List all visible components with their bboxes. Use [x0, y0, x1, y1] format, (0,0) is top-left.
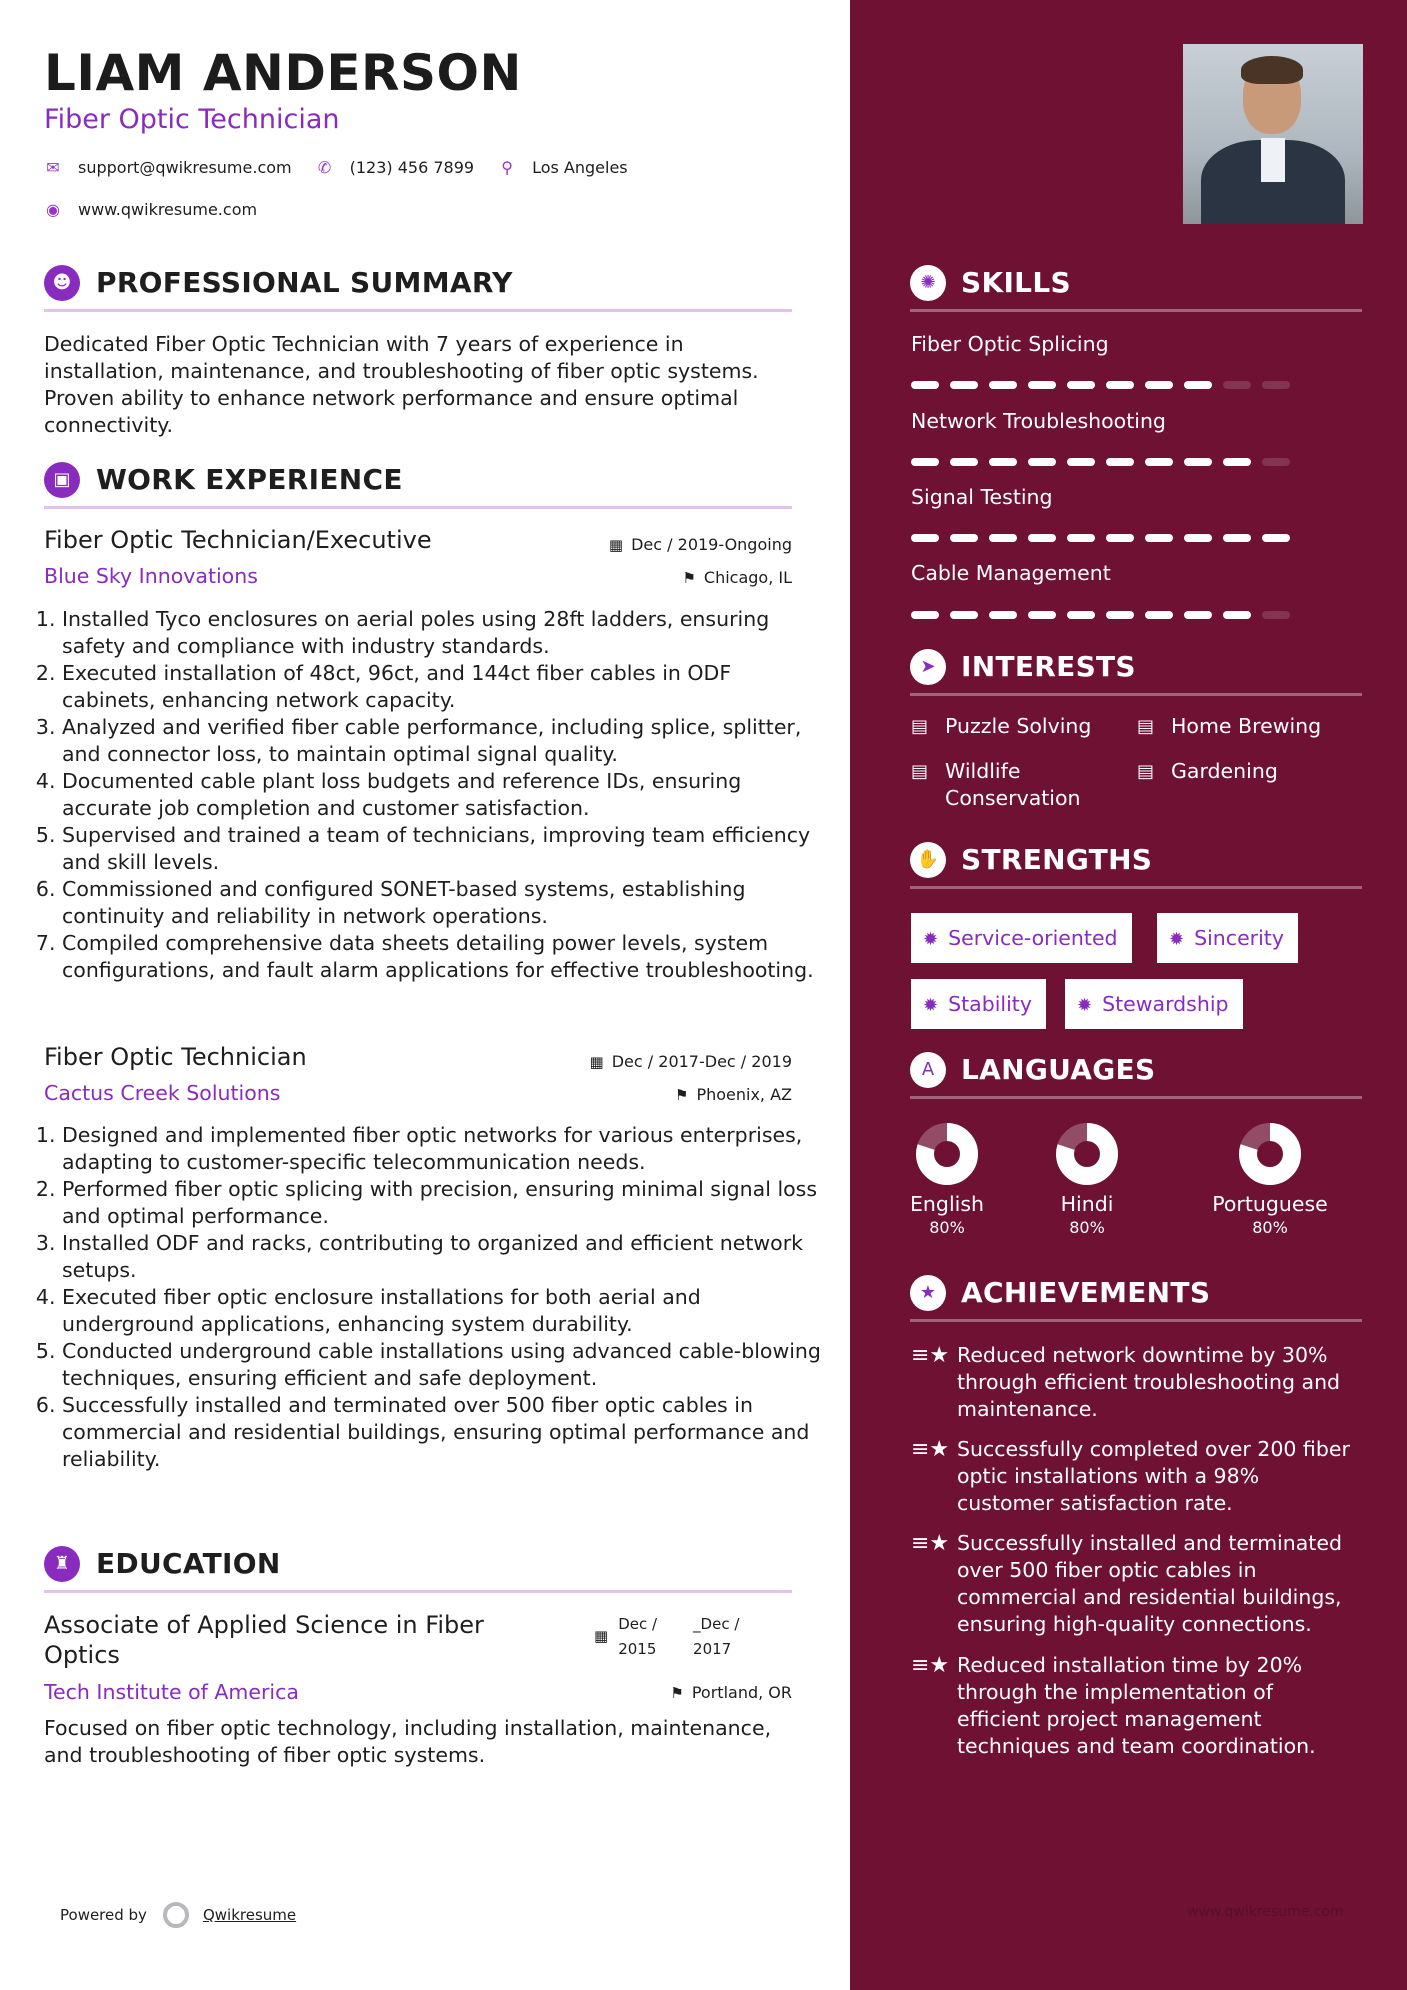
language-name: Hindi — [1060, 1192, 1114, 1216]
calendar-icon: ▦ — [589, 1053, 604, 1071]
contact-email[interactable]: support@qwikresume.com — [78, 158, 292, 177]
skill-segment-filled — [1184, 381, 1212, 389]
contact-row — [44, 158, 652, 177]
job-dates — [609, 535, 792, 554]
skill-segment-filled — [911, 534, 939, 542]
photo-shirt — [1261, 138, 1285, 182]
phone-icon: ✆ — [317, 158, 332, 177]
list-item: 5. Conducted underground cable installations using advanced cable-blowing techniques, ensuring efficient and safe deployment. — [62, 1338, 822, 1392]
achievement-text: Reduced installation time by 20% through the implementation of efficient project management techniques and team coordination. — [957, 1653, 1316, 1758]
strength-tag — [911, 979, 1046, 1029]
list-item: 2. Executed installation of 48ct, 96ct, and 144ct fiber cables in ODF cabinets, enhancing network capacity. — [62, 660, 822, 714]
section-languages-header — [910, 1046, 1362, 1099]
book-icon: ▤ — [911, 761, 929, 782]
skill-bar — [911, 458, 1301, 466]
list-item: 1. Designed and implemented fiber optic networks for various enterprises, adapting to customer-specific telecommunication needs. — [62, 1122, 822, 1176]
skill-segment-filled — [1223, 611, 1251, 619]
language-item — [901, 1121, 993, 1239]
shooting-star-icon: ≡★ — [911, 1653, 950, 1678]
strength-label: Stewardship — [1102, 992, 1229, 1016]
job-title: Fiber Optic Technician/Executive — [44, 526, 432, 554]
skill-bar — [911, 381, 1301, 389]
language-name: English — [909, 1192, 985, 1216]
skill-segment-empty — [1223, 381, 1251, 389]
skill-segment-filled — [1145, 534, 1173, 542]
candidate-name: LIAM ANDERSON — [44, 44, 522, 102]
interest-label: Gardening — [1171, 759, 1278, 783]
list-item: 2. Performed fiber optic splicing with precision, ensuring minimal signal loss and optimal performance. — [62, 1176, 822, 1230]
skill-segment-filled — [1184, 458, 1212, 466]
language-level: 80% — [929, 1218, 965, 1237]
date-part: Dec / — [618, 1615, 658, 1633]
list-item: 1. Installed Tyco enclosures on aerial poles using 28ft ladders, ensuring safety and compliance with industry standards. — [62, 606, 822, 660]
location-pin-icon: ⚲ — [501, 158, 513, 177]
candidate-title: Fiber Optic Technician — [44, 104, 340, 135]
skill-segment-filled — [989, 458, 1017, 466]
section-title: EDUCATION — [96, 1547, 281, 1580]
skill-segment-filled — [1145, 611, 1173, 619]
achievement-text: Successfully completed over 200 fiber optic installations with a 98% customer satisfaction rate. — [957, 1437, 1350, 1515]
profile-photo — [1183, 44, 1363, 224]
section-title: STRENGTHS — [961, 843, 1153, 876]
section-title: LANGUAGES — [961, 1053, 1156, 1086]
job-location-text: Phoenix, AZ — [696, 1085, 792, 1104]
section-interests-header — [910, 643, 1362, 696]
badge-icon: ✹ — [923, 995, 939, 1016]
skill-segment-filled — [950, 458, 978, 466]
education-end — [693, 1612, 739, 1662]
language-item — [1205, 1121, 1335, 1239]
translate-icon: A — [910, 1052, 946, 1088]
interest-label: Wildlife Conservation — [945, 759, 1081, 810]
achievement-item — [911, 1436, 1351, 1517]
skill-bar — [911, 534, 1301, 542]
education-start — [618, 1612, 657, 1662]
strength-label: Service-oriented — [948, 926, 1118, 950]
job-title: Fiber Optic Technician — [44, 1043, 307, 1071]
job-location — [675, 1085, 792, 1104]
skill-bar — [911, 611, 1301, 619]
pushpin-icon: ⚑ — [674, 1086, 689, 1104]
skill-segment-filled — [1028, 534, 1056, 542]
skill-segment-filled — [1106, 381, 1134, 389]
language-item — [1041, 1121, 1133, 1239]
qwikresume-logo-icon — [163, 1902, 189, 1928]
skill-name: Cable Management — [911, 561, 1111, 585]
section-title: PROFESSIONAL SUMMARY — [96, 266, 513, 299]
list-item: 4. Executed fiber optic enclosure installations for both aerial and underground applications, enhancing system durability. — [62, 1284, 822, 1338]
skill-segment-filled — [1067, 458, 1095, 466]
school-name: Tech Institute of America — [44, 1680, 299, 1704]
skill-segment-filled — [1028, 611, 1056, 619]
interest-item — [911, 758, 1111, 812]
section-summary-header — [44, 259, 792, 312]
skill-segment-filled — [1184, 611, 1212, 619]
skill-segment-filled — [1145, 458, 1173, 466]
date-part: 2017 — [693, 1640, 732, 1658]
job-dates-text: Dec / 2017-Dec / 2019 — [611, 1052, 792, 1071]
skill-segment-filled — [911, 381, 939, 389]
job-location-text: Chicago, IL — [703, 568, 792, 587]
list-item: 4. Documented cable plant loss budgets and reference IDs, ensuring accurate job completion and customer satisfaction. — [62, 768, 822, 822]
list-item: 3. Analyzed and verified fiber cable performance, including splice, splitter, and connector loss, to maintain optimal signal quality. — [62, 714, 822, 768]
job-company: Blue Sky Innovations — [44, 564, 258, 588]
education-location-text: Portland, OR — [691, 1683, 792, 1702]
skill-segment-filled — [1223, 534, 1251, 542]
contact-phone: (123) 456 7899 — [349, 158, 475, 177]
skill-segment-filled — [989, 611, 1017, 619]
achievement-item — [911, 1342, 1351, 1423]
language-level: 80% — [1069, 1218, 1105, 1237]
skill-segment-filled — [950, 611, 978, 619]
degree-title — [44, 1610, 544, 1670]
contact-location: Los Angeles — [532, 158, 628, 177]
language-donut — [1237, 1121, 1303, 1187]
job-bullets — [44, 606, 822, 984]
date-part: 2015 — [618, 1640, 657, 1658]
shooting-star-icon: ≡★ — [911, 1437, 950, 1462]
website-row — [44, 200, 281, 219]
lightbulb-icon: ✺ — [910, 265, 946, 301]
badge-icon: ✹ — [1077, 995, 1093, 1016]
strength-tag — [1157, 913, 1298, 963]
site-footer: www.qwikresume.com — [1187, 1904, 1344, 1920]
strength-tag — [1065, 979, 1243, 1029]
skill-name: Signal Testing — [911, 485, 1053, 509]
skill-segment-filled — [1184, 534, 1212, 542]
skill-segment-filled — [1223, 458, 1251, 466]
strength-label: Stability — [948, 992, 1032, 1016]
paper-plane-icon: ➤ — [910, 649, 946, 685]
skill-segment-filled — [950, 381, 978, 389]
briefcase-icon: ▣ — [44, 462, 80, 498]
section-title: ACHIEVEMENTS — [961, 1276, 1211, 1309]
language-donut — [1054, 1121, 1120, 1187]
book-icon: ▤ — [911, 716, 929, 737]
skill-segment-filled — [1067, 534, 1095, 542]
skill-segment-filled — [950, 534, 978, 542]
job-bullets — [44, 1122, 822, 1473]
book-icon: ▤ — [1137, 716, 1155, 737]
list-item: 5. Supervised and trained a team of technicians, improving team efficiency and skill levels. — [62, 822, 822, 876]
interest-label: Puzzle Solving — [945, 714, 1092, 738]
section-strengths-header — [910, 836, 1362, 889]
skill-segment-filled — [1106, 534, 1134, 542]
star-badge-icon: ★ — [910, 1275, 946, 1311]
hand-icon: ✋ — [910, 842, 946, 878]
pushpin-icon: ⚑ — [670, 1684, 684, 1702]
skill-segment-filled — [1262, 534, 1290, 542]
contact-website[interactable]: www.qwikresume.com — [78, 200, 258, 219]
job-dates-text: Dec / 2019-Ongoing — [631, 535, 792, 554]
interest-item — [1137, 713, 1357, 740]
job-location — [682, 568, 792, 587]
achievement-text: Reduced network downtime by 30% through efficient troubleshooting and maintenance. — [957, 1343, 1341, 1421]
interest-item — [1137, 758, 1357, 785]
skill-name: Fiber Optic Splicing — [911, 332, 1109, 356]
list-item: 6. Successfully installed and terminated over 500 fiber optic cables in commercial and residential buildings, ensuring optimal performance and reliability. — [62, 1392, 822, 1473]
section-title: SKILLS — [961, 266, 1071, 299]
badge-icon: ✹ — [1169, 929, 1185, 950]
interest-item — [911, 713, 1111, 740]
shooting-star-icon: ≡★ — [911, 1343, 950, 1368]
skill-name: Network Troubleshooting — [911, 409, 1166, 433]
skill-segment-empty — [1262, 381, 1290, 389]
calendar-icon: ▦ — [594, 1627, 609, 1645]
education-text: Focused on fiber optic technology, including installation, maintenance, and troubleshooting of fiber optic systems. — [44, 1716, 772, 1767]
strength-tag — [911, 913, 1132, 963]
language-name: Portuguese — [1212, 1192, 1328, 1216]
skill-segment-filled — [911, 611, 939, 619]
skill-segment-empty — [1262, 458, 1290, 466]
skill-segment-filled — [1028, 458, 1056, 466]
achievement-item — [911, 1530, 1351, 1638]
list-item: 3. Installed ODF and racks, contributing to organized and efficient network setups. — [62, 1230, 822, 1284]
powered-by-label: Powered by — [60, 1906, 147, 1924]
education-location — [670, 1683, 792, 1702]
skill-segment-empty — [1262, 611, 1290, 619]
degree-line: Optics — [44, 1641, 120, 1669]
envelope-icon: ✉ — [46, 158, 60, 177]
date-part: _Dec / — [693, 1615, 740, 1633]
section-title: INTERESTS — [961, 650, 1136, 683]
job-company: Cactus Creek Solutions — [44, 1081, 281, 1105]
book-icon: ▤ — [1137, 761, 1155, 782]
language-donut — [914, 1121, 980, 1187]
badge-icon: ✹ — [923, 929, 939, 950]
globe-icon: ◉ — [46, 200, 60, 219]
skill-segment-filled — [911, 458, 939, 466]
skill-segment-filled — [1145, 381, 1173, 389]
achievement-text: Successfully installed and terminated over 500 fiber optic cables in commercial and residential buildings, ensuring high-quality connections. — [957, 1531, 1342, 1636]
skill-segment-filled — [989, 381, 1017, 389]
education-dates — [594, 1612, 739, 1662]
language-level: 80% — [1252, 1218, 1288, 1237]
pushpin-icon: ⚑ — [682, 569, 696, 587]
section-education-header — [44, 1540, 792, 1593]
skill-segment-filled — [1067, 611, 1095, 619]
footer — [60, 1902, 296, 1928]
degree-line: Associate of Applied Science in Fiber — [44, 1611, 484, 1639]
skill-segment-filled — [1106, 458, 1134, 466]
section-achievements-header — [910, 1269, 1362, 1322]
job-dates — [590, 1052, 792, 1071]
list-item: 6. Commissioned and configured SONET-based systems, establishing continuity and reliability in network operations. — [62, 876, 822, 930]
section-experience-header — [44, 456, 792, 509]
photo-hair — [1241, 56, 1303, 84]
calendar-icon: ▦ — [608, 536, 624, 554]
brand-link[interactable]: Qwikresume — [202, 1906, 297, 1924]
user-icon: ☻ — [44, 265, 80, 301]
skill-segment-filled — [989, 534, 1017, 542]
section-skills-header — [910, 259, 1362, 312]
list-item: 7. Compiled comprehensive data sheets detailing power levels, system configurations, and fault alarm applications for effective troubleshooting. — [62, 930, 822, 984]
graduate-icon: ♜ — [44, 1546, 80, 1582]
shooting-star-icon: ≡★ — [911, 1531, 950, 1556]
achievement-item — [911, 1652, 1351, 1760]
section-title: WORK EXPERIENCE — [96, 463, 403, 496]
skill-segment-filled — [1028, 381, 1056, 389]
skill-segment-filled — [1067, 381, 1095, 389]
strength-label: Sincerity — [1194, 926, 1284, 950]
skill-segment-filled — [1106, 611, 1134, 619]
interest-label: Home Brewing — [1171, 714, 1322, 738]
summary-text: Dedicated Fiber Optic Technician with 7 years of experience in installation, maintenance, and troubleshooting of fiber optic systems. Proven ability to enhance network performance and ensure optimal connectivity. — [44, 332, 759, 437]
